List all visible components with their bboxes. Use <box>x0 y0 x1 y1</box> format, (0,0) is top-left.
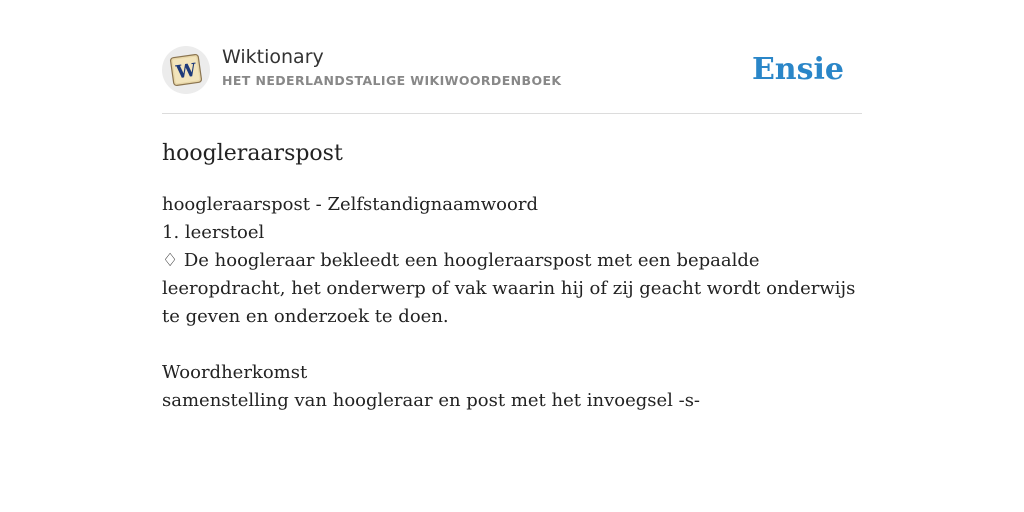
entry-definition-header: hoogleraarspost - Zelfstandignaamwoord <box>162 194 538 215</box>
entry-example: ♢ De hoogleraar bekleedt een hoogleraarspost met een bepaalde leeropdracht, het onderwerp of vak waarin hij of zij geacht wordt onderwijs te geven en onderzoek te doen. <box>162 250 856 327</box>
ensie-link[interactable]: Ensie <box>751 52 844 87</box>
wiktionary-tile-icon <box>169 53 203 87</box>
page-title: hoogleraarspost <box>162 141 343 166</box>
brand-name[interactable]: Wiktionary <box>222 46 324 68</box>
entry-card <box>162 0 862 415</box>
header <box>162 0 862 114</box>
wiktionary-logo[interactable] <box>162 46 210 94</box>
logo-letter: W <box>174 59 198 84</box>
brand <box>222 44 562 91</box>
entry-content <box>162 191 862 415</box>
etymology-text: samenstelling van hoogleraar en post met het invoegsel -s- <box>162 390 701 411</box>
entry-sense: 1. leerstoel <box>162 222 265 243</box>
etymology-heading: Woordherkomst <box>162 362 308 383</box>
spacer <box>162 331 862 359</box>
brand-subtitle: HET NEDERLANDSTALIGE WIKIWOORDENBOEK <box>222 73 562 88</box>
